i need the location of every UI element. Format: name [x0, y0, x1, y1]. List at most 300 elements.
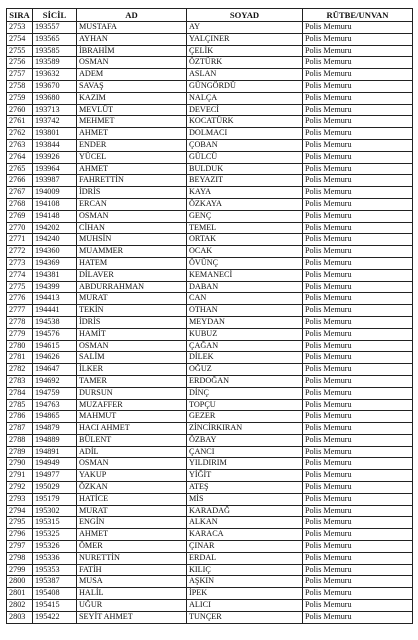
cell-soyad: YILDIRIM — [187, 458, 303, 470]
cell-soyad: ALICI — [187, 600, 303, 612]
cell-sicil: 195326 — [33, 541, 77, 553]
cell-rutbe: Polis Memuru — [303, 163, 413, 175]
cell-rutbe: Polis Memuru — [303, 600, 413, 612]
cell-soyad: DİNÇ — [187, 387, 303, 399]
table-row — [7, 470, 413, 482]
cell-sira: 2794 — [7, 505, 33, 517]
cell-ad: ADİL — [77, 446, 187, 458]
cell-rutbe: Polis Memuru — [303, 22, 413, 34]
cell-sira: 2761 — [7, 116, 33, 128]
cell-sira: 2760 — [7, 104, 33, 116]
cell-soyad: ÇELİK — [187, 45, 303, 57]
cell-ad: TEKİN — [77, 305, 187, 317]
cell-ad: AHMET — [77, 529, 187, 541]
cell-sicil: 194538 — [33, 316, 77, 328]
cell-soyad: ALKAN — [187, 517, 303, 529]
table-row — [7, 493, 413, 505]
cell-ad: FAHRETTİN — [77, 175, 187, 187]
cell-ad: MEVLÜT — [77, 104, 187, 116]
cell-rutbe: Polis Memuru — [303, 33, 413, 45]
cell-ad: İDRİS — [77, 187, 187, 199]
table-row — [7, 588, 413, 600]
cell-rutbe: Polis Memuru — [303, 352, 413, 364]
cell-ad: AHMET — [77, 128, 187, 140]
cell-sicil: 194381 — [33, 269, 77, 281]
cell-sira: 2782 — [7, 364, 33, 376]
cell-sicil: 194615 — [33, 340, 77, 352]
cell-sicil: 194360 — [33, 246, 77, 258]
cell-rutbe: Polis Memuru — [303, 576, 413, 588]
cell-sicil: 195422 — [33, 611, 77, 623]
cell-sicil: 194108 — [33, 198, 77, 210]
cell-sicil: 194009 — [33, 187, 77, 199]
header-sicil: SİCİL — [33, 9, 77, 22]
cell-sira: 2773 — [7, 257, 33, 269]
cell-soyad: BEYAZIT — [187, 175, 303, 187]
cell-soyad: DOLMACI — [187, 128, 303, 140]
cell-sicil: 195325 — [33, 529, 77, 541]
cell-sira: 2783 — [7, 375, 33, 387]
cell-sira: 2769 — [7, 210, 33, 222]
table-row — [7, 529, 413, 541]
table-row — [7, 151, 413, 163]
cell-soyad: İPEK — [187, 588, 303, 600]
table-row — [7, 482, 413, 494]
cell-sicil: 194889 — [33, 434, 77, 446]
cell-ad: DURSUN — [77, 387, 187, 399]
table-row — [7, 387, 413, 399]
cell-soyad: GENÇ — [187, 210, 303, 222]
cell-sicil: 194148 — [33, 210, 77, 222]
cell-sicil: 193670 — [33, 80, 77, 92]
cell-ad: DİLAVER — [77, 269, 187, 281]
cell-sicil: 194891 — [33, 446, 77, 458]
cell-ad: KAZIM — [77, 92, 187, 104]
header-row — [7, 9, 413, 22]
cell-sicil: 194369 — [33, 257, 77, 269]
cell-rutbe: Polis Memuru — [303, 611, 413, 623]
cell-sira: 2802 — [7, 600, 33, 612]
cell-rutbe: Polis Memuru — [303, 57, 413, 69]
cell-sicil: 193926 — [33, 151, 77, 163]
cell-ad: OSMAN — [77, 340, 187, 352]
cell-sicil: 194865 — [33, 411, 77, 423]
cell-rutbe: Polis Memuru — [303, 293, 413, 305]
cell-rutbe: Polis Memuru — [303, 387, 413, 399]
cell-sira: 2799 — [7, 564, 33, 576]
cell-sira: 2788 — [7, 434, 33, 446]
cell-sicil: 194879 — [33, 423, 77, 435]
table-row — [7, 45, 413, 57]
table-header — [7, 9, 413, 22]
cell-rutbe: Polis Memuru — [303, 69, 413, 81]
table-row — [7, 234, 413, 246]
cell-ad: ÖZKAN — [77, 482, 187, 494]
cell-soyad: ÇANCI — [187, 446, 303, 458]
cell-soyad: ÖZTÜRK — [187, 57, 303, 69]
table-row — [7, 22, 413, 34]
cell-rutbe: Polis Memuru — [303, 399, 413, 411]
cell-sira: 2753 — [7, 22, 33, 34]
cell-soyad: DİLEK — [187, 352, 303, 364]
table-row — [7, 517, 413, 529]
cell-soyad: OĞUZ — [187, 364, 303, 376]
cell-sicil: 193713 — [33, 104, 77, 116]
table-row — [7, 92, 413, 104]
cell-soyad: TOPÇU — [187, 399, 303, 411]
header-soyad: SOYAD — [187, 9, 303, 22]
cell-ad: HACI AHMET — [77, 423, 187, 435]
cell-ad: CİHAN — [77, 222, 187, 234]
cell-sira: 2767 — [7, 187, 33, 199]
cell-ad: OSMAN — [77, 57, 187, 69]
cell-sira: 2766 — [7, 175, 33, 187]
cell-ad: ADEM — [77, 69, 187, 81]
cell-soyad: TUNÇER — [187, 611, 303, 623]
cell-sira: 2778 — [7, 316, 33, 328]
cell-ad: AYHAN — [77, 33, 187, 45]
table-row — [7, 281, 413, 293]
cell-ad: NURETTİN — [77, 552, 187, 564]
cell-ad: MURAT — [77, 505, 187, 517]
personnel-table — [6, 8, 413, 624]
table-row — [7, 198, 413, 210]
cell-sicil: 193680 — [33, 92, 77, 104]
cell-rutbe: Polis Memuru — [303, 564, 413, 576]
cell-sicil: 195315 — [33, 517, 77, 529]
cell-sicil: 193557 — [33, 22, 77, 34]
cell-sicil: 193565 — [33, 33, 77, 45]
table-row — [7, 434, 413, 446]
cell-sira: 2774 — [7, 269, 33, 281]
cell-rutbe: Polis Memuru — [303, 541, 413, 553]
cell-sicil: 193987 — [33, 175, 77, 187]
cell-sira: 2762 — [7, 128, 33, 140]
cell-soyad: ASLAN — [187, 69, 303, 81]
cell-soyad: ERDOĞAN — [187, 375, 303, 387]
table-row — [7, 80, 413, 92]
cell-sira: 2765 — [7, 163, 33, 175]
cell-sicil: 194626 — [33, 352, 77, 364]
cell-rutbe: Polis Memuru — [303, 45, 413, 57]
cell-soyad: AY — [187, 22, 303, 34]
cell-ad: HAMİT — [77, 328, 187, 340]
table-row — [7, 33, 413, 45]
table-row — [7, 411, 413, 423]
header-sira: SIRA — [7, 9, 33, 22]
table-row — [7, 552, 413, 564]
cell-sira: 2789 — [7, 446, 33, 458]
cell-sicil: 193844 — [33, 139, 77, 151]
cell-rutbe: Polis Memuru — [303, 139, 413, 151]
cell-sira: 2758 — [7, 80, 33, 92]
cell-rutbe: Polis Memuru — [303, 588, 413, 600]
cell-ad: MUAMMER — [77, 246, 187, 258]
cell-ad: MUSA — [77, 576, 187, 588]
cell-sira: 2764 — [7, 151, 33, 163]
cell-ad: OSMAN — [77, 210, 187, 222]
cell-soyad: ÇOBAN — [187, 139, 303, 151]
cell-soyad: ÇAĞAN — [187, 340, 303, 352]
cell-rutbe: Polis Memuru — [303, 128, 413, 140]
cell-ad: SEYİT AHMET — [77, 611, 187, 623]
table-row — [7, 257, 413, 269]
table-row — [7, 69, 413, 81]
cell-rutbe: Polis Memuru — [303, 328, 413, 340]
table-row — [7, 246, 413, 258]
cell-soyad: ÇINAR — [187, 541, 303, 553]
cell-soyad: GÜNGÖRDÜ — [187, 80, 303, 92]
cell-soyad: KARACA — [187, 529, 303, 541]
cell-sicil: 194647 — [33, 364, 77, 376]
table-row — [7, 57, 413, 69]
table-row — [7, 269, 413, 281]
cell-sira: 2785 — [7, 399, 33, 411]
table-row — [7, 576, 413, 588]
cell-sira: 2759 — [7, 92, 33, 104]
cell-rutbe: Polis Memuru — [303, 281, 413, 293]
cell-ad: ENDER — [77, 139, 187, 151]
cell-soyad: AŞKIN — [187, 576, 303, 588]
cell-sira: 2793 — [7, 493, 33, 505]
cell-sicil: 193585 — [33, 45, 77, 57]
cell-ad: ERCAN — [77, 198, 187, 210]
cell-ad: HATİCE — [77, 493, 187, 505]
cell-rutbe: Polis Memuru — [303, 234, 413, 246]
cell-rutbe: Polis Memuru — [303, 529, 413, 541]
cell-soyad: ZİNCİRKIRAN — [187, 423, 303, 435]
cell-sira: 2781 — [7, 352, 33, 364]
cell-soyad: NALÇA — [187, 92, 303, 104]
cell-sira: 2776 — [7, 293, 33, 305]
cell-sicil: 195179 — [33, 493, 77, 505]
cell-ad: MAHMUT — [77, 411, 187, 423]
cell-sicil: 195387 — [33, 576, 77, 588]
cell-sira: 2770 — [7, 222, 33, 234]
cell-rutbe: Polis Memuru — [303, 151, 413, 163]
cell-sicil: 194413 — [33, 293, 77, 305]
cell-rutbe: Polis Memuru — [303, 505, 413, 517]
cell-soyad: BULDUK — [187, 163, 303, 175]
cell-sicil: 194576 — [33, 328, 77, 340]
cell-soyad: ÖVÜNÇ — [187, 257, 303, 269]
cell-soyad: ATEŞ — [187, 482, 303, 494]
cell-soyad: MİS — [187, 493, 303, 505]
table-row — [7, 399, 413, 411]
cell-ad: İBRAHİM — [77, 45, 187, 57]
cell-ad: MEHMET — [77, 116, 187, 128]
table-row — [7, 541, 413, 553]
cell-sira: 2803 — [7, 611, 33, 623]
cell-sira: 2754 — [7, 33, 33, 45]
personnel-list-page — [6, 8, 412, 624]
cell-ad: FATİH — [77, 564, 187, 576]
cell-sicil: 193589 — [33, 57, 77, 69]
cell-rutbe: Polis Memuru — [303, 198, 413, 210]
cell-soyad: YALÇINER — [187, 33, 303, 45]
table-body — [7, 22, 413, 624]
cell-sicil: 194399 — [33, 281, 77, 293]
cell-ad: MUSTAFA — [77, 22, 187, 34]
cell-soyad: TEMEL — [187, 222, 303, 234]
cell-rutbe: Polis Memuru — [303, 423, 413, 435]
cell-sira: 2796 — [7, 529, 33, 541]
cell-sicil: 194202 — [33, 222, 77, 234]
cell-rutbe: Polis Memuru — [303, 434, 413, 446]
table-row — [7, 611, 413, 623]
table-row — [7, 446, 413, 458]
cell-rutbe: Polis Memuru — [303, 411, 413, 423]
cell-sicil: 194441 — [33, 305, 77, 317]
cell-sira: 2779 — [7, 328, 33, 340]
cell-rutbe: Polis Memuru — [303, 446, 413, 458]
cell-sira: 2797 — [7, 541, 33, 553]
cell-soyad: ORTAK — [187, 234, 303, 246]
cell-sira: 2768 — [7, 198, 33, 210]
cell-sicil: 193632 — [33, 69, 77, 81]
cell-ad: YAKUP — [77, 470, 187, 482]
table-row — [7, 116, 413, 128]
cell-sira: 2756 — [7, 57, 33, 69]
cell-sira: 2792 — [7, 482, 33, 494]
cell-sira: 2795 — [7, 517, 33, 529]
cell-rutbe: Polis Memuru — [303, 482, 413, 494]
cell-sira: 2775 — [7, 281, 33, 293]
cell-sira: 2801 — [7, 588, 33, 600]
cell-rutbe: Polis Memuru — [303, 80, 413, 92]
cell-ad: TAMER — [77, 375, 187, 387]
cell-sicil: 195408 — [33, 588, 77, 600]
cell-soyad: ÖZKAYA — [187, 198, 303, 210]
cell-rutbe: Polis Memuru — [303, 104, 413, 116]
cell-rutbe: Polis Memuru — [303, 175, 413, 187]
cell-soyad: KOCATÜRK — [187, 116, 303, 128]
table-row — [7, 352, 413, 364]
table-row — [7, 564, 413, 576]
table-row — [7, 423, 413, 435]
table-row — [7, 328, 413, 340]
cell-sira: 2772 — [7, 246, 33, 258]
cell-ad: HATEM — [77, 257, 187, 269]
cell-ad: ABDURRAHMAN — [77, 281, 187, 293]
table-row — [7, 458, 413, 470]
table-row — [7, 293, 413, 305]
cell-rutbe: Polis Memuru — [303, 187, 413, 199]
cell-sicil: 194949 — [33, 458, 77, 470]
cell-ad: BÜLENT — [77, 434, 187, 446]
cell-soyad: CAN — [187, 293, 303, 305]
cell-rutbe: Polis Memuru — [303, 458, 413, 470]
cell-sira: 2798 — [7, 552, 33, 564]
cell-ad: MURAT — [77, 293, 187, 305]
cell-sira: 2763 — [7, 139, 33, 151]
cell-ad: MUZAFFER — [77, 399, 187, 411]
table-row — [7, 375, 413, 387]
table-row — [7, 210, 413, 222]
cell-rutbe: Polis Memuru — [303, 375, 413, 387]
cell-soyad: MEYDAN — [187, 316, 303, 328]
table-row — [7, 600, 413, 612]
header-rutbe: RÜTBE/UNVAN — [303, 9, 413, 22]
cell-soyad: KAYA — [187, 187, 303, 199]
cell-soyad: DABAN — [187, 281, 303, 293]
cell-rutbe: Polis Memuru — [303, 222, 413, 234]
table-row — [7, 305, 413, 317]
cell-rutbe: Polis Memuru — [303, 493, 413, 505]
cell-soyad: ÖZBAY — [187, 434, 303, 446]
cell-soyad: KUBUZ — [187, 328, 303, 340]
cell-ad: MUHSİN — [77, 234, 187, 246]
table-row — [7, 128, 413, 140]
cell-soyad: KILIÇ — [187, 564, 303, 576]
cell-ad: ÖMER — [77, 541, 187, 553]
cell-ad: UĞUR — [77, 600, 187, 612]
cell-rutbe: Polis Memuru — [303, 305, 413, 317]
table-row — [7, 222, 413, 234]
cell-soyad: DEVECİ — [187, 104, 303, 116]
cell-sira: 2755 — [7, 45, 33, 57]
cell-rutbe: Polis Memuru — [303, 364, 413, 376]
cell-ad: SAVAŞ — [77, 80, 187, 92]
cell-rutbe: Polis Memuru — [303, 257, 413, 269]
cell-rutbe: Polis Memuru — [303, 340, 413, 352]
cell-sicil: 195353 — [33, 564, 77, 576]
header-ad: AD — [77, 9, 187, 22]
cell-ad: İLKER — [77, 364, 187, 376]
cell-rutbe: Polis Memuru — [303, 470, 413, 482]
cell-sicil: 193801 — [33, 128, 77, 140]
cell-ad: HALİL — [77, 588, 187, 600]
cell-rutbe: Polis Memuru — [303, 517, 413, 529]
table-row — [7, 364, 413, 376]
cell-sira: 2791 — [7, 470, 33, 482]
cell-rutbe: Polis Memuru — [303, 92, 413, 104]
cell-sira: 2777 — [7, 305, 33, 317]
cell-rutbe: Polis Memuru — [303, 552, 413, 564]
cell-soyad: GÜLCÜ — [187, 151, 303, 163]
cell-sira: 2780 — [7, 340, 33, 352]
cell-sicil: 195415 — [33, 600, 77, 612]
cell-rutbe: Polis Memuru — [303, 246, 413, 258]
table-row — [7, 163, 413, 175]
cell-ad: SALİM — [77, 352, 187, 364]
cell-sicil: 194977 — [33, 470, 77, 482]
cell-rutbe: Polis Memuru — [303, 116, 413, 128]
cell-sicil: 193742 — [33, 116, 77, 128]
cell-soyad: KARADAĞ — [187, 505, 303, 517]
cell-soyad: ERDAL — [187, 552, 303, 564]
cell-soyad: KEMANECİ — [187, 269, 303, 281]
cell-soyad: YİĞİT — [187, 470, 303, 482]
cell-sicil: 194240 — [33, 234, 77, 246]
cell-soyad: OTHAN — [187, 305, 303, 317]
cell-sicil: 194763 — [33, 399, 77, 411]
cell-sicil: 193964 — [33, 163, 77, 175]
cell-sicil: 195029 — [33, 482, 77, 494]
cell-sira: 2771 — [7, 234, 33, 246]
cell-sira: 2786 — [7, 411, 33, 423]
cell-sira: 2790 — [7, 458, 33, 470]
cell-ad: ENGİN — [77, 517, 187, 529]
cell-ad: AHMET — [77, 163, 187, 175]
cell-sicil: 195336 — [33, 552, 77, 564]
cell-rutbe: Polis Memuru — [303, 210, 413, 222]
cell-rutbe: Polis Memuru — [303, 269, 413, 281]
table-row — [7, 175, 413, 187]
cell-sicil: 194692 — [33, 375, 77, 387]
cell-ad: OSMAN — [77, 458, 187, 470]
table-row — [7, 505, 413, 517]
